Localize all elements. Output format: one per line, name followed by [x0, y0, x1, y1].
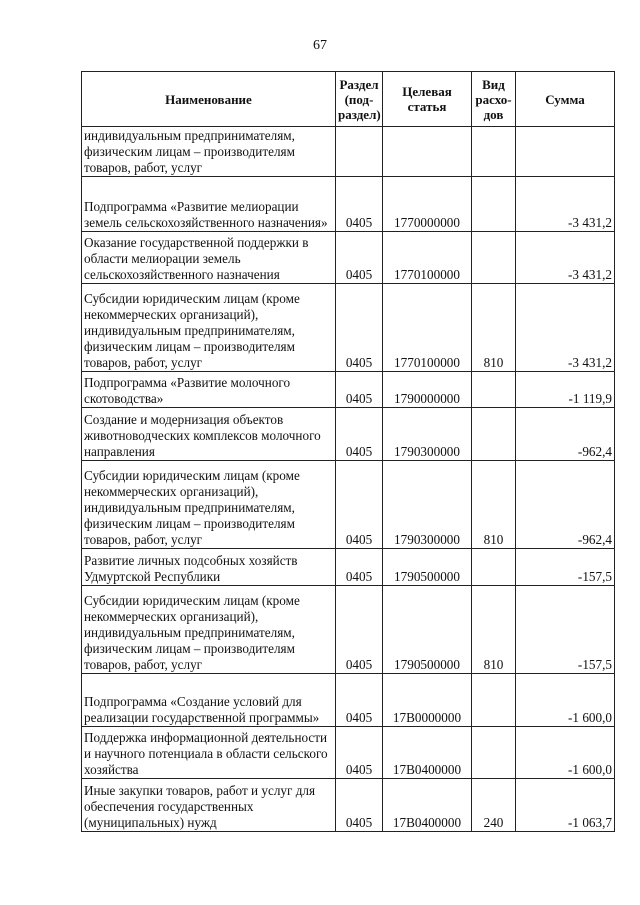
- header-section: Раздел (под-раздел): [336, 72, 383, 127]
- row-amount: -157,5: [516, 586, 615, 674]
- row-target: 1790300000: [383, 461, 472, 549]
- table-header-row: [82, 72, 615, 127]
- row-target: 1790000000: [383, 372, 472, 408]
- row-target: 1770100000: [383, 284, 472, 372]
- row-name: Субсидии юридическим лицам (кроме некоммерческих организаций), индивидуальным предпринимателям, физическим лицам – производителям товаров, работ, услуг: [82, 461, 336, 549]
- row-amount: -3 431,2: [516, 232, 615, 284]
- table-row: [82, 674, 615, 727]
- row-amount: -962,4: [516, 408, 615, 461]
- row-name: Подпрограмма «Развитие мелиорации земель сельскохозяйственного назначения»: [82, 177, 336, 232]
- row-amount: [516, 127, 615, 177]
- page-number: 67: [313, 38, 327, 53]
- row-section: [336, 127, 383, 177]
- row-name: Поддержка информационной деятельности и научного потенциала в области сельского хозяйства: [82, 727, 336, 779]
- header-amount: Сумма: [516, 72, 615, 127]
- row-name: Подпрограмма «Создание условий для реализации государственной программы»: [82, 674, 336, 727]
- row-name: Подпрограмма «Развитие молочного скотоводства»: [82, 372, 336, 408]
- row-amount: -3 431,2: [516, 177, 615, 232]
- table-row: [82, 284, 615, 372]
- row-name: Субсидии юридическим лицам (кроме некоммерческих организаций), индивидуальным предпринимателям, физическим лицам – производителям товаров, работ, услуг: [82, 284, 336, 372]
- table-row: [82, 372, 615, 408]
- row-kind: [472, 674, 516, 727]
- row-section: 0405: [336, 586, 383, 674]
- row-name: Создание и модернизация объектов животноводческих комплексов молочного направления: [82, 408, 336, 461]
- row-amount: -1 119,9: [516, 372, 615, 408]
- row-section: 0405: [336, 674, 383, 727]
- table-row: [82, 127, 615, 177]
- row-target: [383, 127, 472, 177]
- table-row: [82, 408, 615, 461]
- row-name: Субсидии юридическим лицам (кроме некоммерческих организаций), индивидуальным предпринимателям, физическим лицам – производителям товаров, работ, услуг: [82, 586, 336, 674]
- row-amount: -3 431,2: [516, 284, 615, 372]
- row-kind: [472, 127, 516, 177]
- row-target: 1770000000: [383, 177, 472, 232]
- table-row: [82, 779, 615, 832]
- row-amount: -1 063,7: [516, 779, 615, 832]
- table-row: [82, 177, 615, 232]
- row-kind: 810: [472, 461, 516, 549]
- row-target: 1790500000: [383, 586, 472, 674]
- row-kind: [472, 372, 516, 408]
- row-target: 1790300000: [383, 408, 472, 461]
- row-amount: -1 600,0: [516, 727, 615, 779]
- row-target: 17B0000000: [383, 674, 472, 727]
- row-kind: [472, 408, 516, 461]
- row-amount: -157,5: [516, 549, 615, 586]
- budget-table: [81, 71, 615, 832]
- table-row: [82, 549, 615, 586]
- row-section: 0405: [336, 408, 383, 461]
- row-section: 0405: [336, 232, 383, 284]
- row-name: Развитие личных подсобных хозяйств Удмуртской Республики: [82, 549, 336, 586]
- header-name: Наименование: [82, 72, 336, 127]
- row-kind: [472, 177, 516, 232]
- row-section: 0405: [336, 461, 383, 549]
- row-kind: [472, 727, 516, 779]
- row-amount: -1 600,0: [516, 674, 615, 727]
- row-section: 0405: [336, 549, 383, 586]
- row-kind: 240: [472, 779, 516, 832]
- table-row: [82, 232, 615, 284]
- row-section: 0405: [336, 177, 383, 232]
- row-name: Иные закупки товаров, работ и услуг для обеспечения государственных (муниципальных) нужд: [82, 779, 336, 832]
- table-row: [82, 461, 615, 549]
- row-section: 0405: [336, 284, 383, 372]
- header-target: Целевая статья: [383, 72, 472, 127]
- row-section: 0405: [336, 779, 383, 832]
- row-kind: 810: [472, 586, 516, 674]
- row-target: 17B0400000: [383, 727, 472, 779]
- row-section: 0405: [336, 372, 383, 408]
- row-target: 17B0400000: [383, 779, 472, 832]
- row-section: 0405: [336, 727, 383, 779]
- row-target: 1770100000: [383, 232, 472, 284]
- row-kind: [472, 549, 516, 586]
- row-name: Оказание государственной поддержки в области мелиорации земель сельскохозяйственного назначения: [82, 232, 336, 284]
- row-target: 1790500000: [383, 549, 472, 586]
- row-name: индивидуальным предпринимателям, физическим лицам – производителям товаров, работ, услуг: [82, 127, 336, 177]
- table-row: [82, 727, 615, 779]
- row-kind: 810: [472, 284, 516, 372]
- row-kind: [472, 232, 516, 284]
- row-amount: -962,4: [516, 461, 615, 549]
- table-row: [82, 586, 615, 674]
- header-kind: Вид расхо-дов: [472, 72, 516, 127]
